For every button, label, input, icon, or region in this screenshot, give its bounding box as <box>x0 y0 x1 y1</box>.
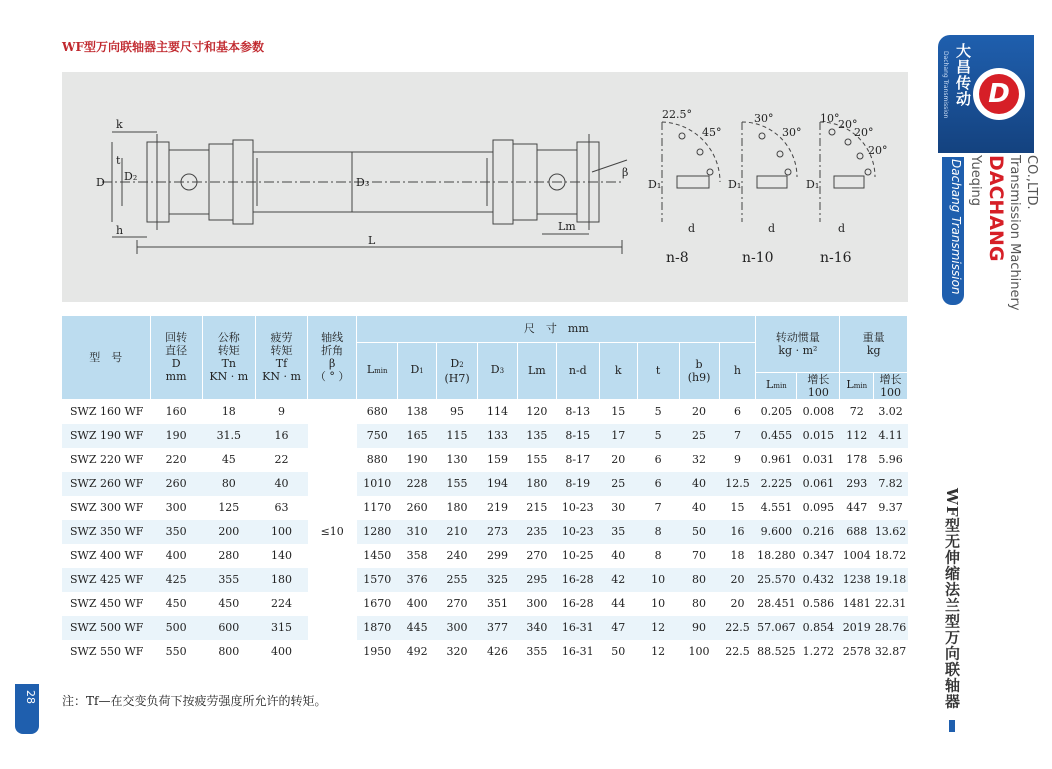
table-cell: 0.854 <box>797 616 840 640</box>
table-cell: 219 <box>486 501 508 514</box>
table-cell: 400 <box>165 549 187 562</box>
table-cell: 80 <box>679 568 719 592</box>
table-cell: 10 <box>651 597 666 610</box>
table-cell: 57.067 <box>756 616 797 640</box>
table-cell: 1870 <box>357 616 398 640</box>
table-cell: 20 <box>692 405 707 418</box>
table-cell: 16-31 <box>556 616 599 640</box>
table-cell: 18.280 <box>757 549 796 562</box>
n16-D1-label: D₁ <box>806 178 820 191</box>
table-cell: 0.015 <box>797 424 840 448</box>
dim-D2-label: D₂ <box>124 170 138 183</box>
table-cell: 351 <box>486 597 508 610</box>
table-row <box>62 399 908 424</box>
table-cell: 260 <box>406 501 428 514</box>
table-cell: 8 <box>637 520 679 544</box>
table-cell: 17 <box>599 424 637 448</box>
table-cell: 215 <box>526 501 548 514</box>
header-weight-lmin: Lmin <box>840 372 874 399</box>
table-cell: 0.961 <box>760 453 793 466</box>
table-cell: 492 <box>406 645 428 658</box>
table-cell: 10 <box>637 568 679 592</box>
table-cell: 1570 <box>357 568 398 592</box>
n16-d-label: d <box>838 222 846 235</box>
brand-line-1: Transmission Machinery <box>1007 155 1022 311</box>
table-cell: 426 <box>486 645 508 658</box>
table-cell: 355 <box>526 645 548 658</box>
table-cell: 299 <box>486 549 508 562</box>
table-cell: 88.525 <box>757 645 796 658</box>
table-cell: 1010 <box>357 472 398 496</box>
table-cell: 0.216 <box>797 520 840 544</box>
table-cell: 445 <box>398 616 437 640</box>
header-fatigue-torque: 疲劳 转矩 Tf KN · m <box>255 316 307 399</box>
n10-angle-2: 30° <box>782 126 802 139</box>
table-cell: 0.061 <box>797 472 840 496</box>
table-cell: 31.5 <box>202 424 255 448</box>
dim-k-label: k <box>116 118 123 131</box>
table-row <box>62 544 908 568</box>
header-dimensions: 尺 寸 mm <box>357 316 756 342</box>
table-cell: 20 <box>730 597 745 610</box>
table-cell: 28.451 <box>757 597 796 610</box>
header-weight: 重量 kg <box>840 316 908 372</box>
table-cell: 340 <box>517 616 556 640</box>
dim-h-label: h <box>116 224 124 237</box>
table-cell: 1004 <box>842 549 871 562</box>
table-row <box>62 424 908 448</box>
table-cell: 70 <box>692 549 707 562</box>
table-cell: 6 <box>733 405 741 418</box>
dim-D-label: D <box>96 176 105 189</box>
side-title-bar <box>949 720 955 732</box>
table-cell: 450 <box>165 597 187 610</box>
table-cell: 280 <box>218 549 240 562</box>
table-cell: 255 <box>437 568 478 592</box>
table-cell: 450 <box>218 597 240 610</box>
page-number: 28 <box>24 690 37 704</box>
logo-chinese-name: 大昌传动 <box>954 43 972 107</box>
table-cell: 25 <box>679 424 719 448</box>
header-col-lm: Lm <box>517 342 556 399</box>
header-col-t: t <box>637 342 679 399</box>
n8-angle-2: 45° <box>702 126 722 139</box>
table-cell: 15 <box>611 405 626 418</box>
dim-D3-label: D₃ <box>356 176 370 189</box>
table-cell: 159 <box>486 453 508 466</box>
n16-caption: n-16 <box>820 250 852 266</box>
table-cell: 270 <box>526 549 548 562</box>
table-cell: 293 <box>840 472 874 496</box>
table-cell: 300 <box>437 616 478 640</box>
dim-L-label: L <box>368 234 376 247</box>
dim-beta-label: β <box>622 166 629 179</box>
header-inertia-per100: 增长100 <box>797 372 840 399</box>
model-cell: SWZ 220 WF <box>70 453 144 466</box>
table-cell: 688 <box>840 520 874 544</box>
table-cell: 22.5 <box>719 616 756 640</box>
table-cell: 100 <box>255 520 307 544</box>
n16-angle-4: 20° <box>868 144 888 157</box>
table-cell: 16-28 <box>556 568 599 592</box>
table-cell: 44 <box>611 597 626 610</box>
table-row <box>62 472 908 496</box>
header-rot-dia: 回转 直径 D mm <box>150 316 202 399</box>
table-cell: 680 <box>366 405 388 418</box>
table-cell: 120 <box>526 405 548 418</box>
header-col-d2: D2 (H7) <box>437 342 478 399</box>
company-logo <box>938 35 1034 153</box>
table-cell: 80 <box>692 597 707 610</box>
table-row <box>62 640 908 664</box>
table-cell: 114 <box>486 405 508 418</box>
header-inertia-lmin: Lmin <box>756 372 797 399</box>
table-cell: 100 <box>688 645 710 658</box>
table-cell: 224 <box>271 597 293 610</box>
table-cell: 300 <box>165 501 187 514</box>
table-cell: 20 <box>719 568 756 592</box>
table-cell: 19.18 <box>874 568 908 592</box>
table-cell: 165 <box>398 424 437 448</box>
table-cell: 40 <box>611 549 626 562</box>
table-cell: 6 <box>637 472 679 496</box>
table-cell: 115 <box>437 424 478 448</box>
table-cell: 133 <box>478 424 518 448</box>
table-cell: 18 <box>221 405 236 418</box>
table-row <box>62 448 908 472</box>
table-cell: 1950 <box>363 645 392 658</box>
n10-caption: n-10 <box>742 250 774 266</box>
table-cell: 15 <box>730 501 745 514</box>
header-inertia: 转动惯量 kg · m² <box>756 316 840 372</box>
table-cell: 1170 <box>363 501 392 514</box>
dim-t-label: t <box>116 154 121 167</box>
technical-drawing <box>62 72 908 302</box>
table-cell: 0.586 <box>802 597 835 610</box>
table-cell: 425 <box>150 568 202 592</box>
table-cell: 500 <box>150 616 202 640</box>
table-cell: 200 <box>202 520 255 544</box>
table-cell: 12 <box>651 645 666 658</box>
table-cell: 8 <box>654 549 662 562</box>
n10-angle-1: 30° <box>754 112 774 125</box>
model-cell: SWZ 550 WF <box>70 645 144 658</box>
table-cell: 40 <box>255 472 307 496</box>
table-cell: 95 <box>450 405 465 418</box>
header-axis-angle: 轴线 折角 β （ ° ） <box>308 316 357 399</box>
n8-d-label: d <box>688 222 696 235</box>
table-cell: 750 <box>357 424 398 448</box>
table-cell: 310 <box>398 520 437 544</box>
table-cell: 325 <box>478 568 518 592</box>
dim-Lm-label: Lm <box>558 220 576 233</box>
table-cell: 16 <box>719 520 756 544</box>
brand-line-2: CO.,LTD. <box>1024 155 1039 210</box>
table-cell: 180 <box>255 568 307 592</box>
table-cell: 1481 <box>842 597 871 610</box>
brand-strip-text: Dachang Transmission <box>949 159 963 295</box>
table-cell: 194 <box>478 472 518 496</box>
table-cell: 358 <box>406 549 428 562</box>
table-cell: 135 <box>517 424 556 448</box>
table-cell: 2578 <box>842 645 871 658</box>
table-cell: 22.5 <box>725 645 750 658</box>
header-weight-per100: 增长100 <box>874 372 908 399</box>
n10-D1-label: D₁ <box>728 178 742 191</box>
table-cell: 880 <box>366 453 388 466</box>
table-cell: 1238 <box>840 568 874 592</box>
table-cell: 30 <box>611 501 626 514</box>
n8-D1-label: D₁ <box>648 178 662 191</box>
table-cell: 180 <box>446 501 468 514</box>
table-cell: 235 <box>517 520 556 544</box>
header-col-d1: D1 <box>398 342 437 399</box>
table-cell: 112 <box>840 424 874 448</box>
table-cell: 295 <box>517 568 556 592</box>
table-cell: 10-25 <box>561 549 594 562</box>
table-cell: 10-23 <box>556 520 599 544</box>
table-cell: 16 <box>255 424 307 448</box>
table-cell: 377 <box>478 616 518 640</box>
table-cell: 7.82 <box>874 472 908 496</box>
model-cell: SWZ 160 WF <box>70 405 144 418</box>
header-col-b: b (h9) <box>679 342 719 399</box>
footnote: 注：Tf—在交变负荷下按疲劳强度所允许的转矩。 <box>62 694 327 708</box>
table-cell: 1.272 <box>802 645 835 658</box>
n8-caption: n-8 <box>666 250 689 266</box>
n16-angle-2: 20° <box>838 118 858 131</box>
table-cell: 5.96 <box>878 453 903 466</box>
table-cell: 40 <box>692 501 707 514</box>
table-cell: 12.5 <box>719 472 756 496</box>
table-cell: 0.095 <box>802 501 835 514</box>
header-col-lmin: Lmin <box>357 342 398 399</box>
side-title <box>942 488 963 732</box>
table-cell: 140 <box>271 549 293 562</box>
table-cell: 40 <box>679 472 719 496</box>
table-cell: 8-17 <box>565 453 591 466</box>
table-cell: 13.62 <box>874 520 908 544</box>
table-cell: 72 <box>849 405 864 418</box>
table-row <box>62 568 908 592</box>
table-cell: 270 <box>446 597 468 610</box>
n16-angle-3: 20° <box>854 126 874 139</box>
table-cell: 45 <box>221 453 236 466</box>
table-cell: 10-23 <box>561 501 594 514</box>
logo-emblem-icon: D <box>973 68 1025 120</box>
header-model: 型 号 <box>62 316 150 399</box>
table-cell: 32.87 <box>874 645 907 658</box>
table-cell: 125 <box>218 501 240 514</box>
table-cell: 42 <box>599 568 637 592</box>
table-cell: 9 <box>733 453 741 466</box>
header-col-k: k <box>599 342 637 399</box>
table-cell: 550 <box>165 645 187 658</box>
model-cell: SWZ 425 WF <box>62 568 150 592</box>
table-cell: 47 <box>599 616 637 640</box>
model-cell: SWZ 500 WF <box>62 616 150 640</box>
table-cell: 240 <box>446 549 468 562</box>
model-cell: SWZ 300 WF <box>70 501 144 514</box>
table-cell: 228 <box>398 472 437 496</box>
logo-subtitle: Dachang Transmission <box>942 51 949 119</box>
model-cell: SWZ 350 WF <box>62 520 150 544</box>
table-cell: 12 <box>637 616 679 640</box>
table-cell: 220 <box>165 453 187 466</box>
table-cell: 6 <box>654 453 662 466</box>
table-cell: 90 <box>679 616 719 640</box>
table-cell: 350 <box>150 520 202 544</box>
table-cell: 9.600 <box>756 520 797 544</box>
table-cell: 0.031 <box>802 453 835 466</box>
header-col-d3: D3 <box>478 342 518 399</box>
table-cell: 138 <box>406 405 428 418</box>
header-col-h: h <box>719 342 756 399</box>
table-cell: 800 <box>218 645 240 658</box>
table-cell: 180 <box>517 472 556 496</box>
table-cell: 190 <box>406 453 428 466</box>
table-cell: 8-15 <box>556 424 599 448</box>
table-cell: 160 <box>165 405 187 418</box>
table-cell: 315 <box>255 616 307 640</box>
table-cell: 300 <box>526 597 548 610</box>
table-row <box>62 592 908 616</box>
table-cell: 50 <box>679 520 719 544</box>
table-cell: 2.225 <box>756 472 797 496</box>
page-title: WF型万向联轴器主要尺寸和基本参数 <box>62 40 264 54</box>
table-cell: 376 <box>398 568 437 592</box>
table-cell: 16-31 <box>561 645 594 658</box>
table-cell: 22.31 <box>874 597 907 610</box>
table-cell: 210 <box>437 520 478 544</box>
table-cell: 0.205 <box>760 405 793 418</box>
table-cell: 4.11 <box>874 424 908 448</box>
table-cell: 447 <box>846 501 868 514</box>
brand-pinyin: Yueqing <box>968 155 983 207</box>
table-cell: 28.76 <box>874 616 908 640</box>
table-cell: 178 <box>846 453 868 466</box>
table-cell: 50 <box>611 645 626 658</box>
n8-angle-1: 22.5° <box>662 108 692 121</box>
table-cell: 80 <box>202 472 255 496</box>
table-cell: 355 <box>202 568 255 592</box>
brand-block <box>938 35 1039 311</box>
model-cell: SWZ 450 WF <box>70 597 144 610</box>
table-cell: 1450 <box>363 549 392 562</box>
table-cell: 25.570 <box>756 568 797 592</box>
table-cell: 25 <box>599 472 637 496</box>
table-cell: 32 <box>692 453 707 466</box>
page-number-tab <box>15 684 39 734</box>
table-cell: 1280 <box>357 520 398 544</box>
table-row <box>62 616 908 640</box>
table-cell: 155 <box>526 453 548 466</box>
axis-angle-cell: ≤10 <box>308 399 357 664</box>
table-cell: 260 <box>150 472 202 496</box>
table-cell: 20 <box>611 453 626 466</box>
table-row <box>62 520 908 544</box>
n10-d-label: d <box>768 222 776 235</box>
table-cell: 320 <box>446 645 468 658</box>
table-cell: 155 <box>437 472 478 496</box>
table-cell: 9.37 <box>878 501 903 514</box>
side-title-text: WF型无伸缩法兰型万向联轴器 <box>943 488 961 710</box>
coupling-drawing-svg <box>62 72 908 302</box>
table-cell: 63 <box>274 501 289 514</box>
table-cell: 22 <box>274 453 289 466</box>
spec-table-body <box>62 399 908 664</box>
table-cell: 3.02 <box>878 405 903 418</box>
table-cell: 7 <box>719 424 756 448</box>
header-nominal-torque: 公称 转矩 Tn KN · m <box>202 316 255 399</box>
table-cell: 2019 <box>840 616 874 640</box>
table-cell: 600 <box>202 616 255 640</box>
table-cell: 5 <box>654 405 662 418</box>
model-cell: SWZ 190 WF <box>62 424 150 448</box>
table-cell: 273 <box>478 520 518 544</box>
model-cell: SWZ 260 WF <box>62 472 150 496</box>
table-cell: 190 <box>150 424 202 448</box>
table-cell: 35 <box>599 520 637 544</box>
table-cell: 4.551 <box>760 501 793 514</box>
table-cell: 0.432 <box>797 568 840 592</box>
table-cell: 16-28 <box>561 597 594 610</box>
table-cell: 400 <box>406 597 428 610</box>
table-cell: 400 <box>271 645 293 658</box>
table-cell: 1670 <box>363 597 392 610</box>
table-cell: 9 <box>278 405 286 418</box>
table-cell: 8-13 <box>565 405 591 418</box>
table-cell: 18 <box>730 549 745 562</box>
table-cell: 7 <box>654 501 662 514</box>
spec-table <box>62 316 908 664</box>
table-cell: 18.72 <box>874 549 907 562</box>
table-row <box>62 496 908 520</box>
table-cell: 0.008 <box>802 405 835 418</box>
table-cell: 5 <box>637 424 679 448</box>
model-cell: SWZ 400 WF <box>70 549 144 562</box>
header-col-nd: n-d <box>556 342 599 399</box>
table-cell: 8-19 <box>556 472 599 496</box>
table-cell: 0.455 <box>756 424 797 448</box>
brand-name: DACHANG <box>985 155 1007 262</box>
n16-angle-1: 10° <box>820 112 840 125</box>
table-cell: 130 <box>446 453 468 466</box>
table-cell: 0.347 <box>802 549 835 562</box>
